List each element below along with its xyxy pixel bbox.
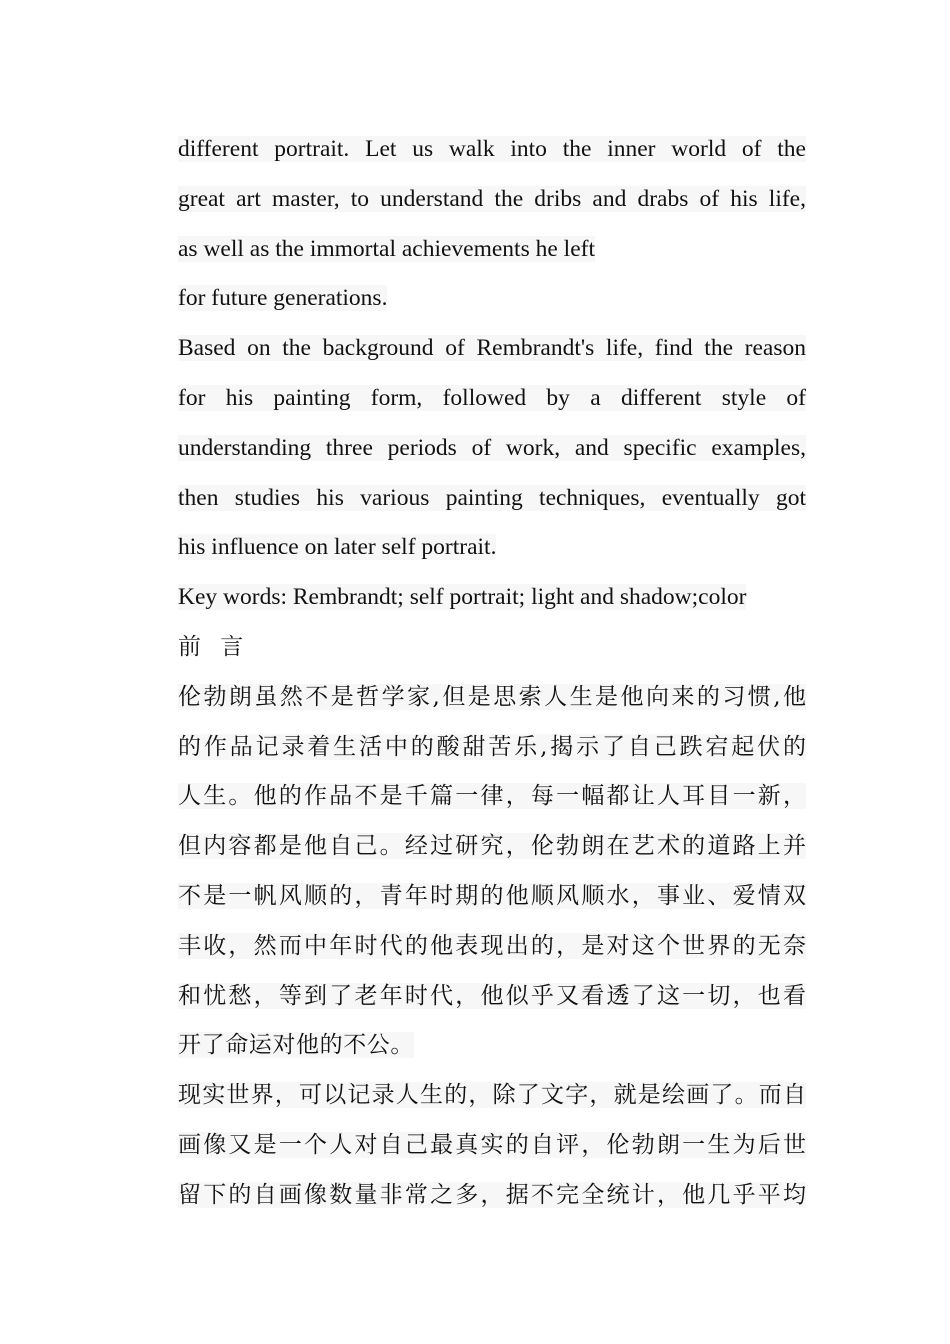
abstract-line: for future generations. bbox=[178, 285, 388, 312]
keywords-line: Key words: Rembrandt; self portrait; light and shadow;color bbox=[178, 584, 747, 611]
preface-line: 伦勃朗虽然不是哲学家,但是思索人生是他向来的习惯,他 bbox=[178, 683, 806, 710]
abstract-line: for his painting form, followed by a different style of bbox=[178, 384, 806, 411]
preface-line: 但内容都是他自己。经过研究，伦勃朗在艺术的道路上并 bbox=[178, 833, 806, 860]
preface-line: 留下的自画像数量非常之多，据不完全统计，他几乎平均 bbox=[178, 1181, 806, 1208]
abstract-line: as well as the immortal achievements he left bbox=[178, 235, 595, 262]
preface-line: 和忧愁，等到了老年时代，他似乎又看透了这一切，也看 bbox=[178, 982, 806, 1009]
preface-line: 不是一帆风顺的，青年时期的他顺风顺水，事业、爱情双 bbox=[178, 882, 806, 909]
preface-line: 现实世界，可以记录人生的，除了文字，就是绘画了。而自 bbox=[178, 1082, 806, 1109]
preface-line: 的作品记录着生活中的酸甜苦乐,揭示了自己跌宕起伏的 bbox=[178, 733, 806, 760]
document-page bbox=[178, 125, 806, 1221]
preface-line: 人生。他的作品不是千篇一律，每一幅都让人耳目一新， bbox=[178, 783, 806, 810]
preface-line: 画像又是一个人对自己最真实的自评，伦勃朗一生为后世 bbox=[178, 1131, 806, 1158]
preface-line: 开了命运对他的不公。 bbox=[178, 1032, 414, 1059]
abstract-line: great art master, to understand the dribs and drabs of his life, bbox=[178, 185, 806, 212]
abstract-line: Based on the background of Rembrandt's life, find the reason bbox=[178, 335, 806, 362]
abstract-line: understanding three periods of work, and specific examples, bbox=[178, 434, 806, 461]
preface-line: 丰收，然而中年时代的他表现出的，是对这个世界的无奈 bbox=[178, 932, 806, 959]
abstract-line: his influence on later self portrait. bbox=[178, 534, 497, 561]
preface-heading: 前 言 bbox=[178, 633, 250, 660]
abstract-line: different portrait. Let us walk into the inner world of the bbox=[178, 136, 806, 162]
abstract-line: then studies his various painting techniques, eventually got bbox=[178, 484, 806, 511]
